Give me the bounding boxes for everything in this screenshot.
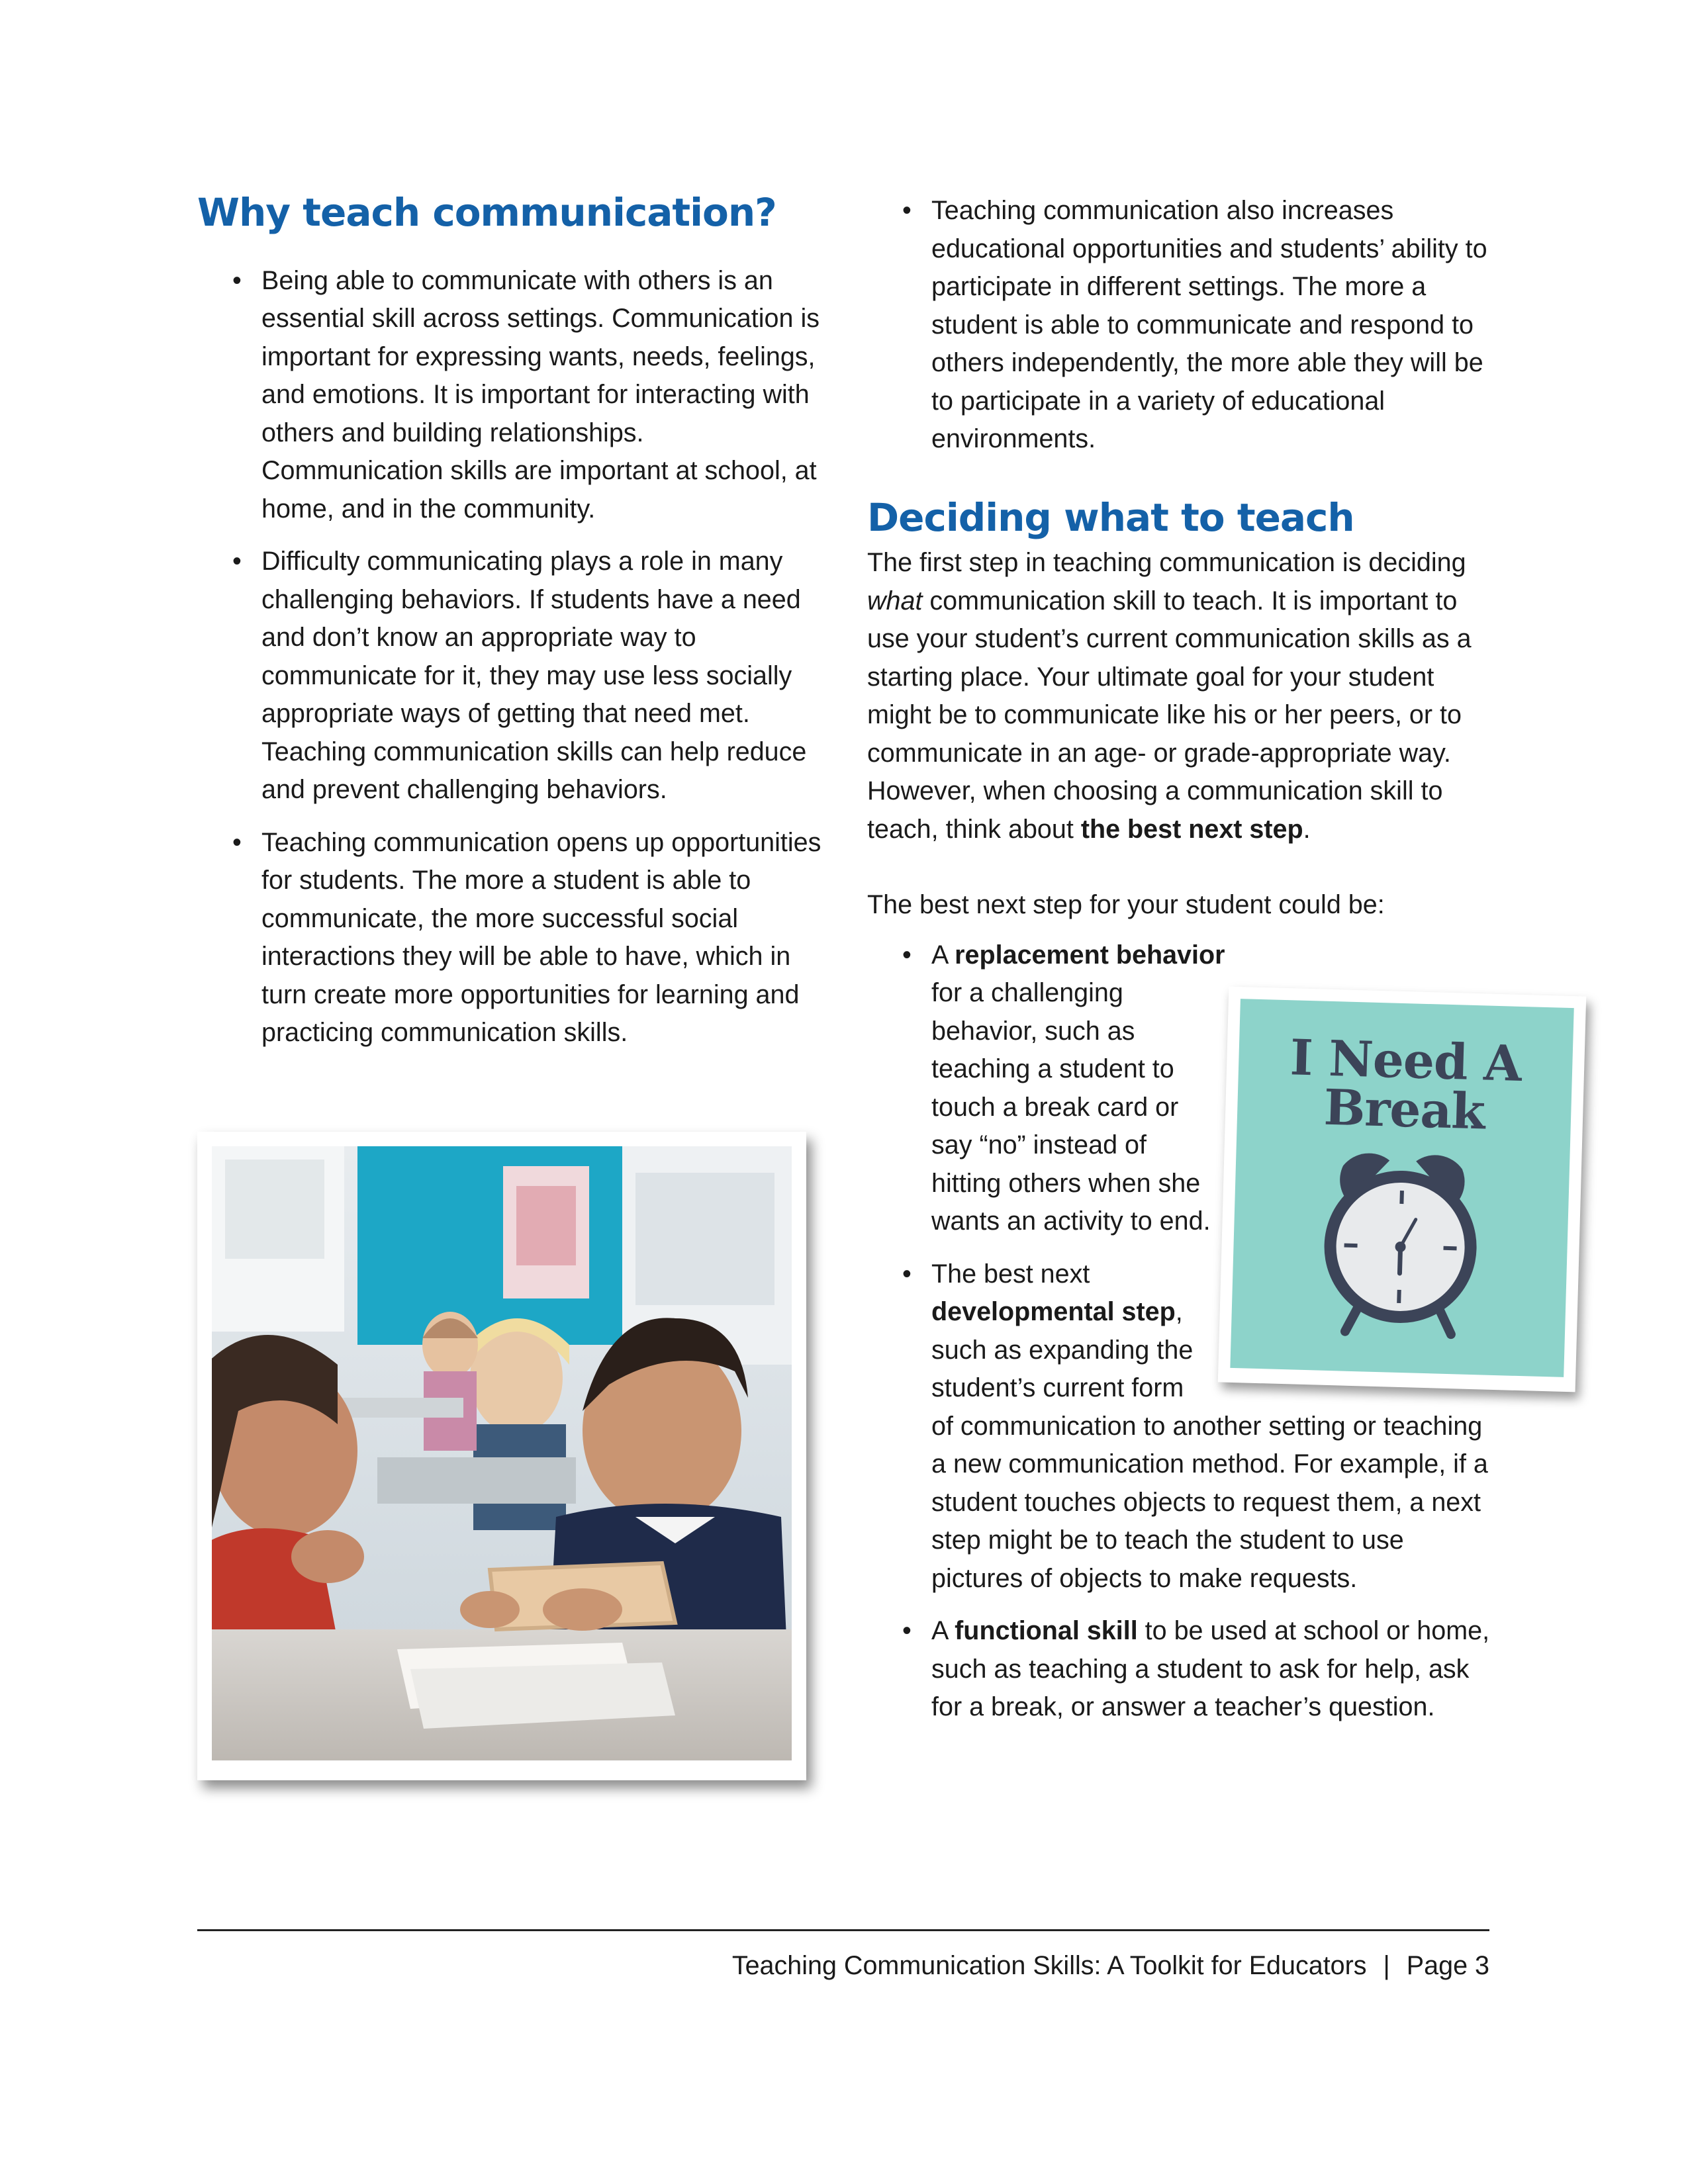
- bold-text: replacement behavior: [955, 940, 1225, 970]
- list-item: • Teaching communication also increases educational opportunities and students’ ability to participate in different settings. The more a student is able to communicate and respond to others independently, the more able they will be to participate in a variety of educational environments.: [931, 192, 1494, 459]
- text-run: A: [931, 940, 955, 970]
- text-line: such as expanding the: [931, 1335, 1194, 1365]
- best-next-step-intro: The best next step for your student could be:: [867, 890, 1385, 920]
- text-run: communication skill to teach. It is important to use your student’s current communication skills as a starting place. Your ultimate goal for your student might be to communicate like his or her peers, or to communicate in an age- or grade-appropriate way. However, when choosing a communication skill to teach, think about: [867, 586, 1472, 844]
- break-card: [1230, 999, 1573, 1377]
- text-run: ,: [1175, 1297, 1183, 1327]
- heading-why-teach: Why teach communication?: [197, 190, 776, 235]
- classroom-photo: [197, 1132, 806, 1780]
- classroom-illustration: [212, 1146, 792, 1760]
- bold-text: the best next step: [1080, 814, 1303, 844]
- text-line: hitting others when she: [931, 1168, 1201, 1198]
- left-column: [197, 192, 826, 1067]
- break-card-line2: Break: [1323, 1079, 1485, 1141]
- text-line: The best next: [931, 1259, 1090, 1289]
- text-run: The first step in teaching communication is deciding: [867, 548, 1466, 578]
- why-teach-list: [261, 262, 824, 1052]
- page-footer: [732, 1951, 1489, 1981]
- alarm-clock-icon: [1299, 1138, 1503, 1342]
- list-item-functional-skill: [931, 1612, 1494, 1727]
- text-line: student’s current form: [931, 1373, 1184, 1403]
- footer-separator: |: [1383, 1951, 1390, 1980]
- break-card-poster: [1218, 987, 1586, 1392]
- list-item: • Being able to communicate with others is an essential skill across settings. Communication is important for expressing wants, needs, feelings, and emotions. It is important for interacting with others and building relationships. Communication skills are important at school, at home, and in the community.: [261, 262, 824, 529]
- text-run: of communication to another setting or teaching a new communication method. For example, if a student touches objects to request them, a next step might be to teach the student to use pictures of objects to make requests.: [931, 1411, 1488, 1593]
- text-line: for a challenging: [931, 978, 1123, 1008]
- footer-divider: [197, 1929, 1489, 1931]
- page-number: Page 3: [1406, 1951, 1489, 1980]
- heading-deciding-what-to-teach: Deciding what to teach: [867, 494, 1354, 540]
- text-line: touch a break card or: [931, 1092, 1179, 1122]
- text-line: behavior, such as: [931, 1016, 1135, 1046]
- right-column: [867, 192, 1496, 1741]
- text-run: .: [1303, 814, 1311, 844]
- deciding-paragraph: [867, 544, 1496, 848]
- list-item: • Difficulty communicating plays a role in many challenging behaviors. If students have a need and don’t know an appropriate way to communicate for it, they may use less socially appropriate ways of getting that need met. Teaching communication skills can help reduce and prevent challenging behaviors.: [261, 543, 824, 809]
- list-item: • Teaching communication opens up opportunities for students. The more a student is able to communicate, the more successful social interactions they will be able to have, which in turn create more opportunities for learning and practicing communication skills.: [261, 824, 824, 1052]
- bold-text: developmental step: [931, 1297, 1176, 1327]
- text-line: say “no” instead of: [931, 1130, 1147, 1160]
- why-teach-list-continued: [931, 192, 1494, 459]
- emphasis-text: what: [867, 586, 923, 615]
- text-run: A: [931, 1616, 955, 1646]
- text-line: wants an activity to end.: [931, 1206, 1211, 1236]
- break-card-title: [1237, 1029, 1573, 1141]
- bold-text: functional skill: [955, 1616, 1138, 1646]
- text-line: teaching a student to: [931, 1054, 1174, 1084]
- footer-title: Teaching Communication Skills: A Toolkit for Educators: [731, 1951, 1367, 1980]
- text-run: to be used at school or home, such as teaching a student to ask for help, ask for a break, or answer a teacher’s question.: [931, 1616, 1490, 1722]
- break-card-line1: I Need A: [1289, 1029, 1523, 1093]
